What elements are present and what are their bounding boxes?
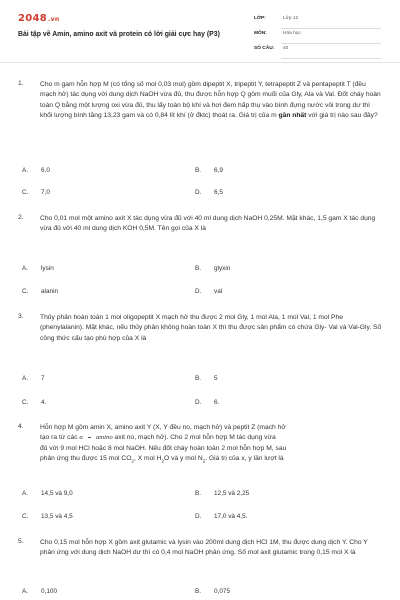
question-number: 5. xyxy=(18,538,24,545)
option-1b[interactable]: B. 6,9 xyxy=(195,167,223,174)
option-5a[interactable]: A. 0,100 xyxy=(22,588,57,595)
meta-row-class xyxy=(254,14,381,29)
option-2c[interactable]: C. alanin xyxy=(22,288,59,295)
dash-line xyxy=(88,437,91,438)
question-number: 3. xyxy=(18,313,24,320)
option-2d[interactable]: D. val xyxy=(195,288,223,295)
meta-value: Lớp 12 xyxy=(281,14,381,29)
meta-label: SỐ CÂU: xyxy=(254,46,275,51)
meta-row-subject xyxy=(254,29,381,44)
meta-table xyxy=(254,14,381,59)
meta-label: MÔN: xyxy=(254,31,267,36)
page-header xyxy=(0,0,400,63)
option-5b[interactable]: B. 0,075 xyxy=(195,588,230,595)
option-4d[interactable]: D. 17,0 và 4,5. xyxy=(195,513,248,520)
meta-value: 40 xyxy=(281,44,381,59)
emphasis-text: gần nhất xyxy=(278,112,307,120)
option-2a[interactable]: A. lysin xyxy=(22,265,54,272)
question-text: Cho m gam hỗn hợp M (có tổng số mol 0,03 mol) gồm dipeptit X, tripeptit Y, tetrapeptit Z và pentapeptit T (đều mạch hở) tác dụng với dung dịch NaOH vừa đủ, thu được hỗn hợp Q gồm muối của Gly, Ala và Val. Đốt cháy hoàn toàn Q bằng một lượng oxi vừa đủ, thu lấy toàn bộ khí và hơi đem hấp thụ vào bình đựng nước vôi trong dư thì khối lượng bình tăng 13,23 gam và có 0,84 lít khí (ở đktc) thoát ra. Giá trị của m gần nhất với giá trị nào sau đây? xyxy=(40,81,381,120)
option-3b[interactable]: B. 5 xyxy=(195,375,218,382)
option-3d[interactable]: D. 6. xyxy=(195,399,220,406)
question-number: 4. xyxy=(18,423,24,430)
question-text: Cho 0,01 mol một amino axit X tác dụng vừa đủ với 40 ml dung dịch NaOH 0,25M. Mặt khác, 1,5 gam X tác dụng vừa đủ với 40 ml dung dịch KOH 0,5M. Tên gọi của X là xyxy=(40,215,376,233)
option-4a[interactable]: A. 14,5 và 9,0 xyxy=(22,490,73,497)
option-4b[interactable]: B. 12,5 và 2,25 xyxy=(195,490,250,497)
option-3c[interactable]: C. 4. xyxy=(22,399,47,406)
question-text: Hỗn hợp M gồm amin X, amino axit Y (X, Y đều no, mạch hở) và peptit Z (mạch hở tạo ra từ các α amino axit no, mạch hở). Cho 2 mol hỗn hợp M tác dụng vừa đủ với 9 mol HCl hoặc 8 mol NaOH. Nếu đốt cháy hoàn toàn 2 mol hỗn hợp M, sau phản ứng thu được 15 mol $CO_2$, X mol $H_2O$ và y mol $N_2$. Giá trị của x, y lần lượt là xyxy=(40,424,287,464)
question-text: Thủy phân hoàn toàn 1 mol oligopeptit X mạch hở thu được 2 mol Gly, 1 mol Ala, 1 mol Val, 1 mol Phe (phenylalanin). Mặt khác, nếu thủy phân không hoàn toàn X thì thu được sản phẩm có chứa Gly- Val và Val-Gly. Số công thức cấu tạo phù hợp của X là xyxy=(40,314,382,342)
question-text: Cho 0,15 mol hỗn hợp X gồm axit glutamic và lysin vào 200ml dung dịch HCl 1M, thu được dung dịch Y. Cho Y phản ứng với dung dịch NaOH dư thì có 0,4 mol NaOH phản ứng. Số mol axit glutamic trong 0,15 mol X là xyxy=(40,539,368,557)
page-title: Bài tập về Amin, amino axit và protein có lời giải cực hay (P3) xyxy=(18,31,220,38)
site-logo[interactable]: 2048.vn xyxy=(18,13,60,24)
option-3a[interactable]: A. 7 xyxy=(22,375,45,382)
question-number: 1. xyxy=(18,80,24,87)
option-1d[interactable]: D. 6,5 xyxy=(195,189,223,196)
question-number: 2. xyxy=(18,214,24,221)
option-1c[interactable]: C. 7,0 xyxy=(22,189,50,196)
meta-row-count xyxy=(254,44,381,59)
meta-value: Hóa học xyxy=(281,29,381,44)
option-4c[interactable]: C. 13,5 và 4,5 xyxy=(22,513,73,520)
alpha-symbol: α xyxy=(79,434,83,442)
option-1a[interactable]: A. 6,0 xyxy=(22,167,50,174)
option-2b[interactable]: B. glyxin xyxy=(195,265,231,272)
meta-label: LỚP: xyxy=(254,16,266,21)
